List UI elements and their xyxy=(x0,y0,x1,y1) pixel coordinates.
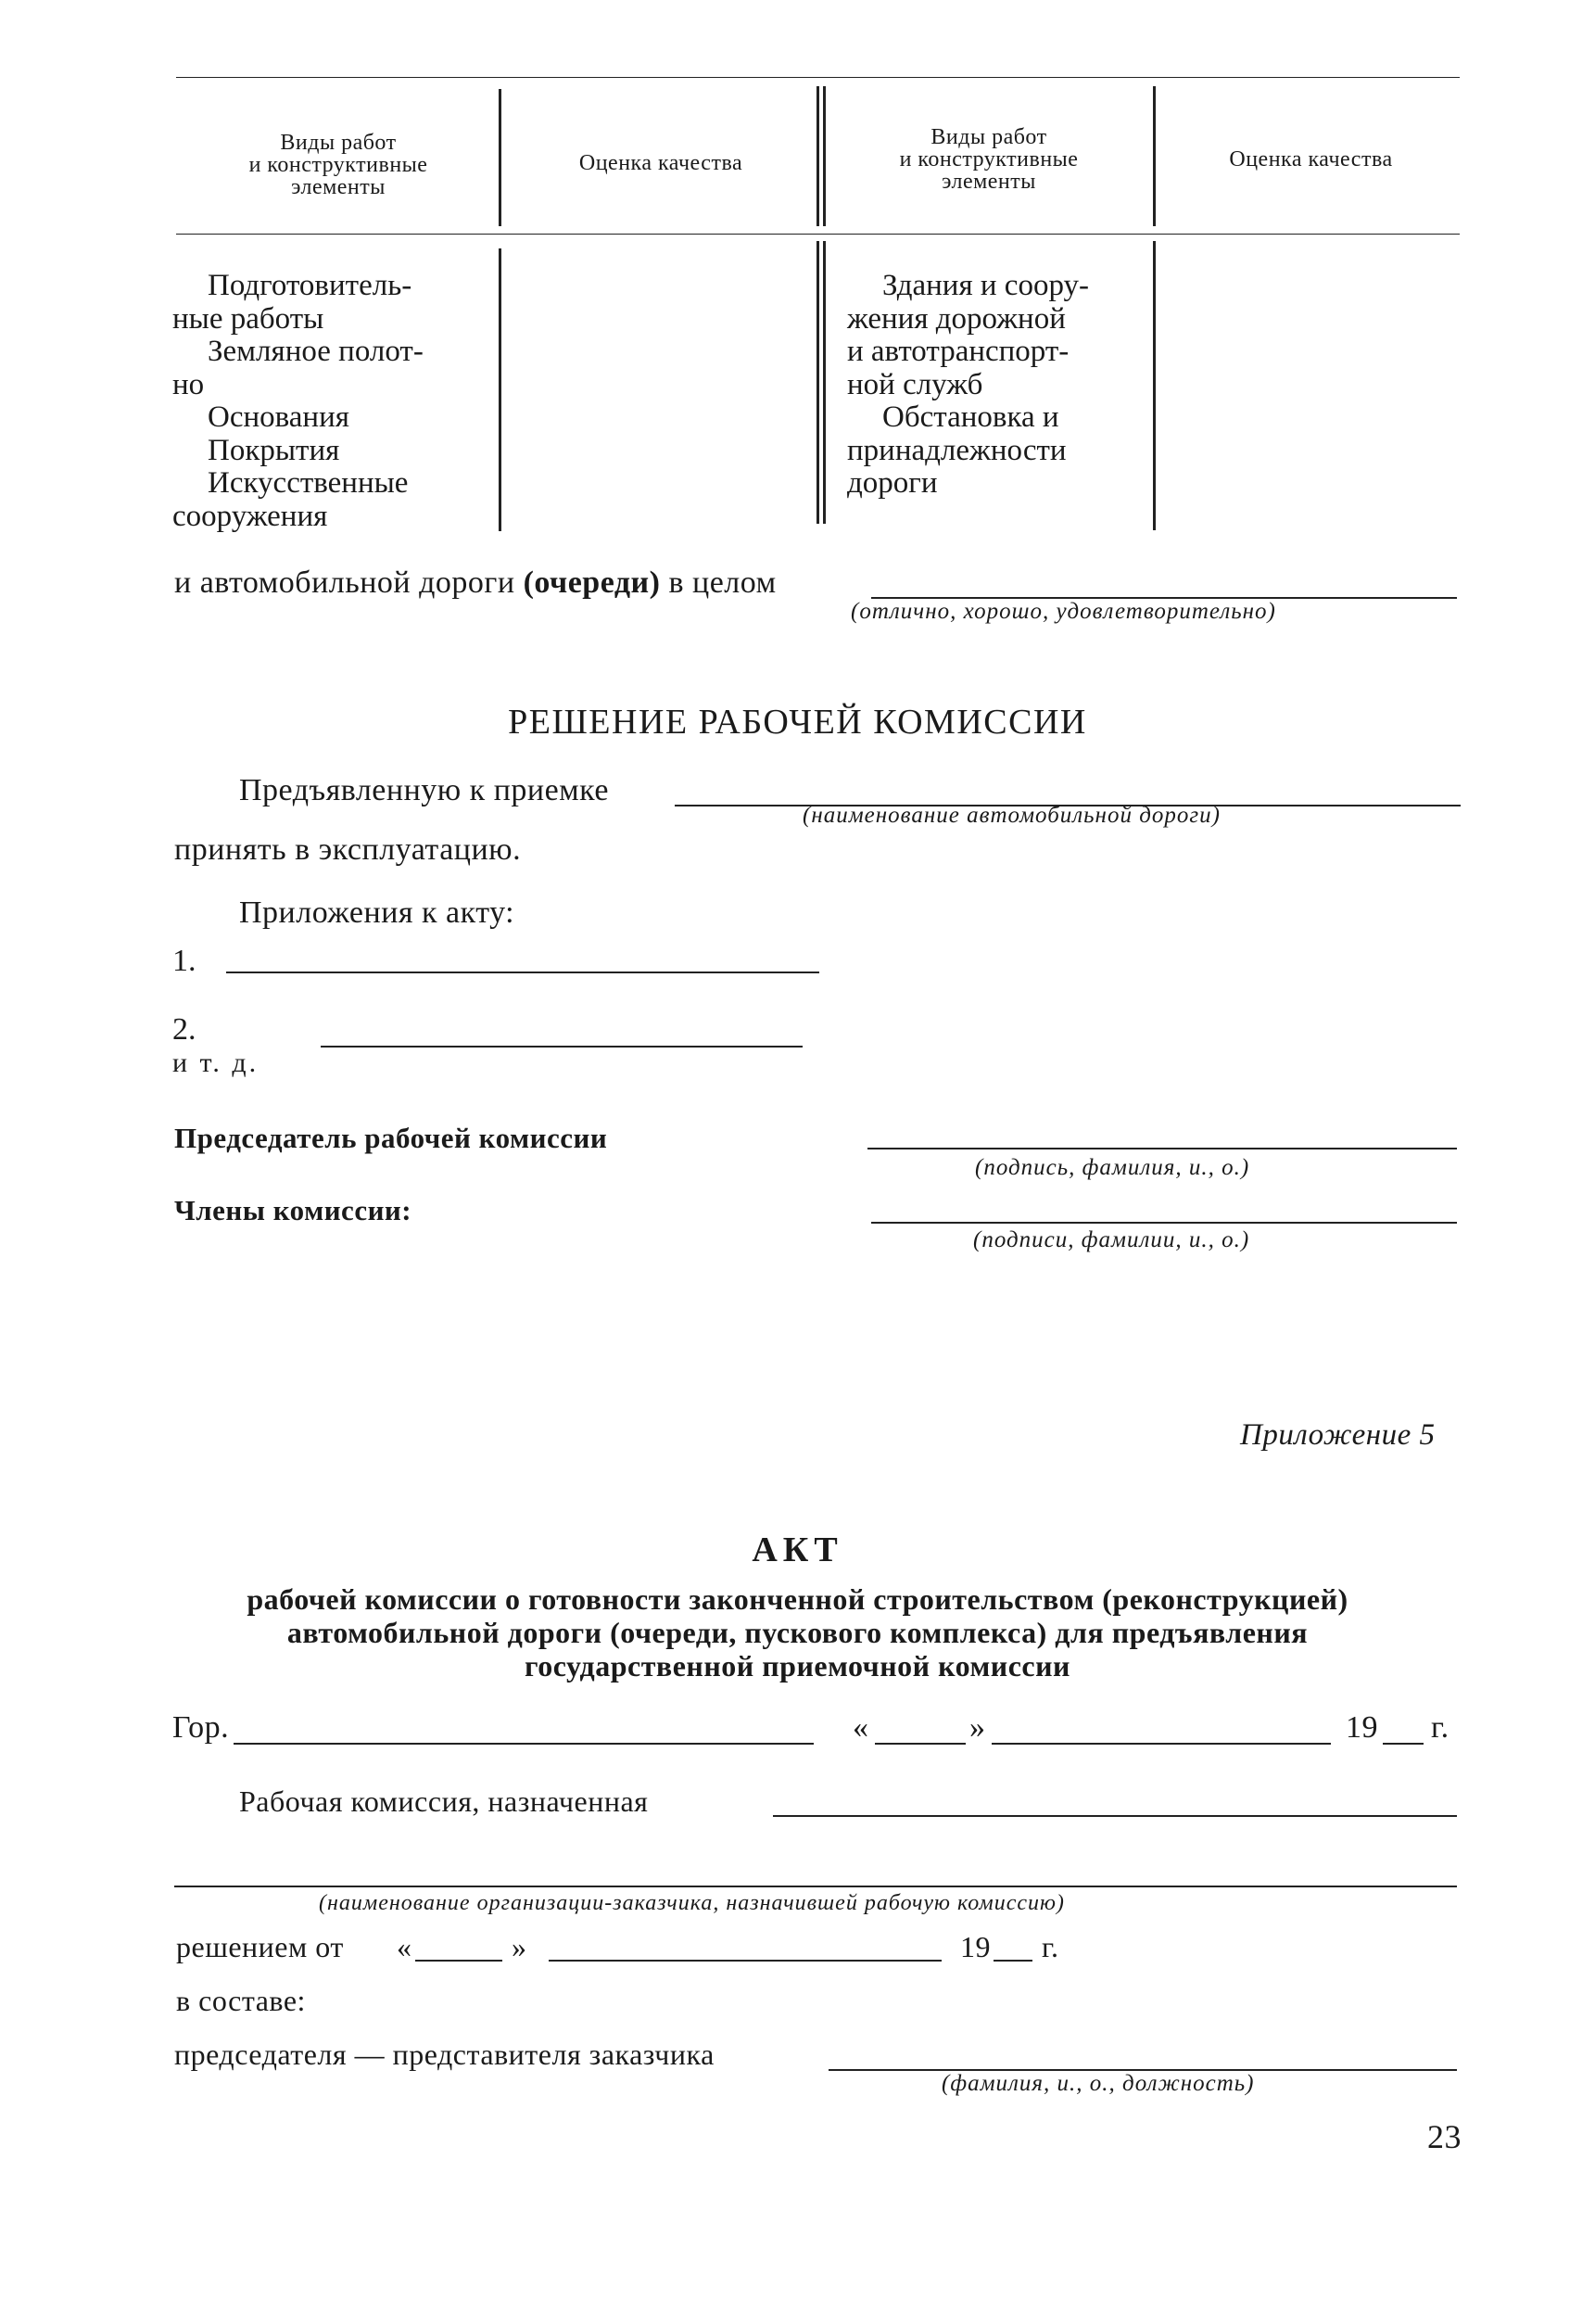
chairman-rep-label: председателя — представителя заказчика xyxy=(174,2038,715,2071)
date-month-blank[interactable] xyxy=(992,1743,1331,1745)
decision-year-suffix: г. xyxy=(1042,1930,1059,1963)
list-item: дороги xyxy=(847,466,938,500)
list-item: жения дорожной xyxy=(847,301,1066,336)
commission-blank[interactable] xyxy=(773,1815,1457,1817)
chairman-caption: (подпись, фамилия, и., о.) xyxy=(975,1155,1250,1180)
decision-month-blank[interactable] xyxy=(549,1960,942,1962)
date-year-blank[interactable] xyxy=(1383,1743,1424,1745)
right-work-items xyxy=(847,270,1089,501)
act-subtitle-line-3: государственной приемочной комиссии xyxy=(525,1649,1070,1683)
table-divider-1-body xyxy=(499,248,501,531)
act-subtitle-line-1: рабочей комиссии о готовности законченной строительством (реконструкцией) xyxy=(247,1582,1348,1616)
table-divider-3 xyxy=(1153,86,1156,226)
list-item: и автотранспорт- xyxy=(847,335,1070,368)
list-item: ной служб xyxy=(847,367,983,401)
presented-label: Предъявленную к приемке xyxy=(239,773,609,807)
list-item: Подготовитель- xyxy=(208,269,412,302)
list-item: Покрытия xyxy=(208,433,340,467)
table-divider-1 xyxy=(499,89,501,226)
decision-year: 19 xyxy=(960,1930,991,1963)
overall-rating-caption: (отлично, хорошо, удовлетворительно) xyxy=(851,599,1276,624)
org-name-blank[interactable] xyxy=(174,1886,1457,1887)
header-quality-left: Оценка качества xyxy=(578,151,743,175)
table-header-rule xyxy=(176,234,1460,235)
city-label: Гор. xyxy=(172,1710,230,1745)
date-year-suffix: г. xyxy=(1431,1710,1449,1745)
appendices-label: Приложения к акту: xyxy=(239,895,515,930)
accept-text: принять в эксплуатацию. xyxy=(174,832,522,867)
road-name-caption: (наименование автомобильной дороги) xyxy=(803,803,1221,828)
chairman-signature-blank[interactable] xyxy=(867,1148,1457,1149)
chairman-label: Председатель рабочей комиссии xyxy=(174,1122,608,1154)
table-divider-2-body xyxy=(816,241,826,524)
list-item: но xyxy=(172,367,205,401)
chairman-rep-caption: (фамилия, и., о., должность) xyxy=(942,2071,1255,2096)
city-blank[interactable] xyxy=(234,1743,814,1745)
act-subtitle-line-2: автомобильной дороги (очереди, пускового комплекса) для предъявления xyxy=(286,1616,1309,1649)
list-item: принадлежности xyxy=(847,433,1067,467)
list-item: Земляное полот- xyxy=(208,335,424,368)
appendix-item-2-blank[interactable] xyxy=(321,1046,803,1048)
appendix-item-2-number: 2. xyxy=(172,1012,196,1047)
decision-quote-open: « xyxy=(397,1930,412,1963)
list-item: Искусственные xyxy=(208,466,409,500)
org-name-caption: (наименование организации-заказчика, назначившей рабочую комиссию) xyxy=(319,1891,1065,1915)
decision-from-label: решением от xyxy=(176,1930,344,1963)
decision-day-blank[interactable] xyxy=(415,1960,502,1962)
decision-quote-close: » xyxy=(512,1930,527,1963)
appendix-label: Приложение 5 xyxy=(1240,1418,1436,1452)
appendix-item-1-blank[interactable] xyxy=(226,972,819,973)
act-title: АКТ xyxy=(752,1530,843,1569)
header-quality-right: Оценка качества xyxy=(1229,147,1393,171)
table-top-rule xyxy=(176,77,1460,78)
left-work-items xyxy=(172,270,424,533)
date-day-blank[interactable] xyxy=(875,1743,966,1745)
header-work-types-left: Виды работ и конструктивные элементы xyxy=(248,131,428,199)
appendix-etc: и т. д. xyxy=(172,1048,260,1078)
table-divider-3-body xyxy=(1153,241,1156,530)
list-item: ные работы xyxy=(172,301,324,336)
members-label: Члены комиссии: xyxy=(174,1194,412,1226)
members-signature-blank[interactable] xyxy=(871,1222,1457,1224)
list-item: Здания и соору- xyxy=(882,269,1090,302)
date-quote-open: « xyxy=(853,1710,869,1745)
table-divider-2 xyxy=(816,86,826,226)
date-quote-close: » xyxy=(969,1710,986,1745)
list-item: Обстановка и xyxy=(882,400,1059,434)
header-work-types-right: Виды работ и конструктивные элементы xyxy=(899,125,1079,194)
overall-rating-line: и автомобильной дороги (очереди) в целом xyxy=(174,565,777,600)
commission-label: Рабочая комиссия, назначенная xyxy=(239,1784,649,1818)
appendix-item-1-number: 1. xyxy=(172,944,196,978)
decision-title: РЕШЕНИЕ РАБОЧЕЙ КОМИССИИ xyxy=(508,703,1087,742)
page-number: 23 xyxy=(1427,2118,1462,2155)
list-item: сооружения xyxy=(172,499,328,533)
members-caption: (подписи, фамилии, и., о.) xyxy=(973,1227,1250,1252)
decision-year-blank[interactable] xyxy=(994,1960,1032,1962)
list-item: Основания xyxy=(208,400,349,434)
date-year: 19 xyxy=(1346,1710,1378,1745)
composition-label: в составе: xyxy=(176,1984,306,2017)
